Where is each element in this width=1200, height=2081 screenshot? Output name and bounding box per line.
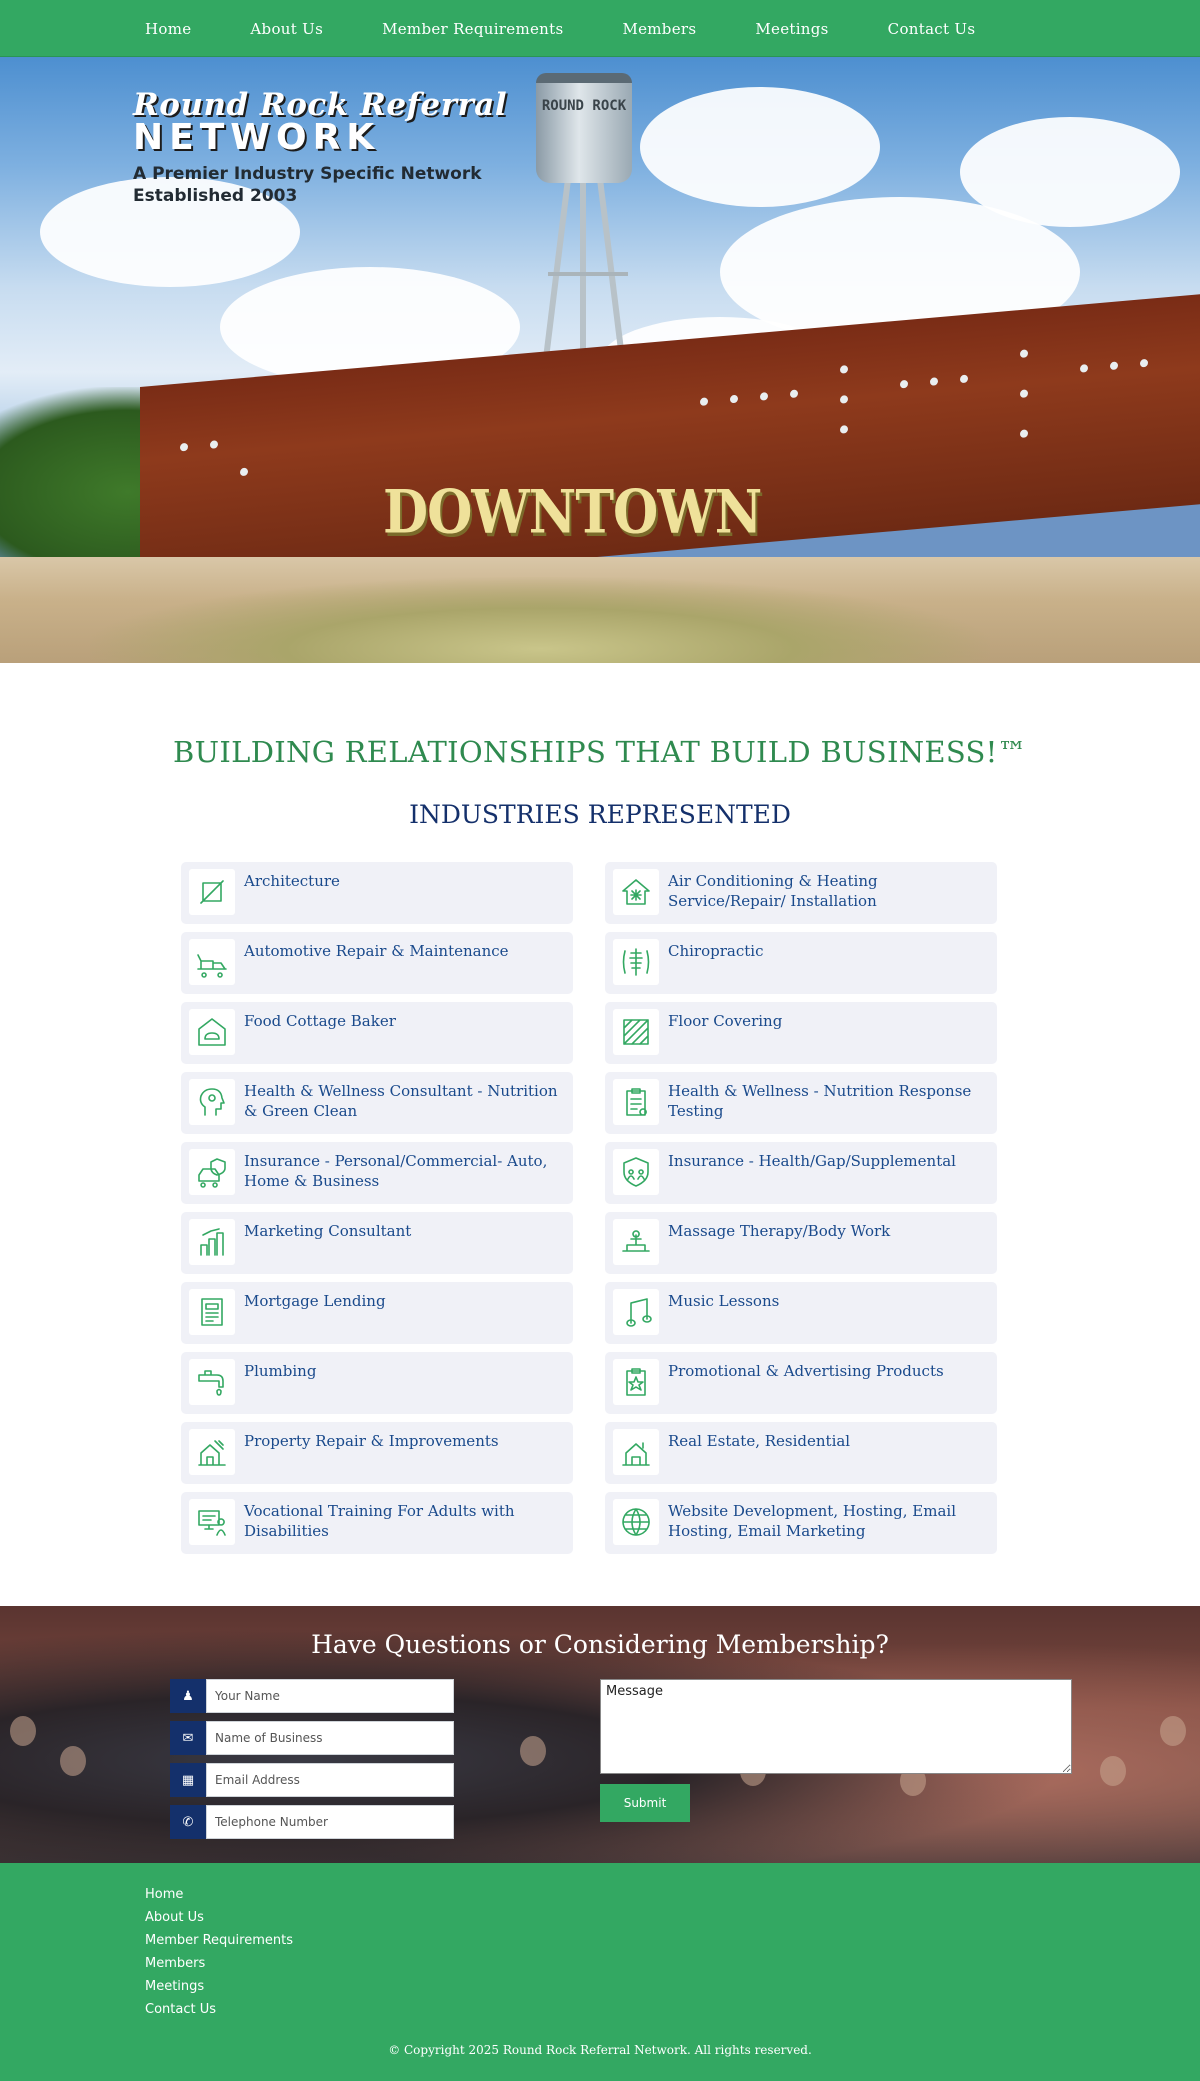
- name-input[interactable]: [206, 1679, 454, 1713]
- industry-label: Promotional & Advertising Products: [668, 1362, 944, 1380]
- wall-dot: [900, 380, 908, 389]
- nav-item-member-requirements[interactable]: Member Requirements: [382, 19, 564, 38]
- industry-card: [181, 862, 573, 924]
- bread-house-icon: [189, 1009, 235, 1055]
- water-tower: [536, 73, 632, 183]
- industry-label: Floor Covering: [668, 1012, 783, 1030]
- industry-card: [605, 1282, 997, 1344]
- industries-grid: [181, 862, 997, 1554]
- wall-dot: [730, 395, 738, 404]
- business-field-row: [170, 1721, 454, 1755]
- industry-card: [181, 932, 573, 994]
- industry-card: [181, 1282, 573, 1344]
- industry-label: Chiropractic: [668, 942, 764, 960]
- tower-text: ROUND ROCK: [541, 98, 627, 114]
- phone-icon: ✆: [170, 1805, 206, 1839]
- training-icon: [189, 1499, 235, 1545]
- industry-label: Website Development, Hosting, Email Hosting, Email Marketing: [668, 1502, 956, 1540]
- industry-card: [605, 1492, 997, 1554]
- phone-field-row: [170, 1805, 454, 1839]
- property-repair-icon: [189, 1429, 235, 1475]
- wall-dot: [1020, 349, 1028, 358]
- tagline: [133, 163, 507, 207]
- industry-label: Health & Wellness - Nutrition Response Testing: [668, 1082, 972, 1120]
- industry-card: [181, 1422, 573, 1484]
- industry-card: [605, 932, 997, 994]
- downtown-sign: DOWNTOWN: [383, 477, 762, 548]
- industry-card: [181, 1142, 573, 1204]
- footer: [0, 1863, 1200, 2081]
- crowd-head: [1160, 1716, 1186, 1746]
- site-logo[interactable]: [133, 87, 507, 207]
- industry-card: [181, 1002, 573, 1064]
- promo-badge-icon: [613, 1359, 659, 1405]
- envelope-icon: ✉: [170, 1721, 206, 1755]
- floor-pattern-icon: [613, 1009, 659, 1055]
- spine-icon: [613, 939, 659, 985]
- email-input[interactable]: [206, 1763, 454, 1797]
- industry-label: Vocational Training For Adults with Disabilities: [244, 1502, 515, 1540]
- business-input[interactable]: [206, 1721, 454, 1755]
- wall-dot: [840, 365, 848, 374]
- family-shield-icon: [613, 1149, 659, 1195]
- crowd-head: [10, 1716, 36, 1746]
- tow-truck-icon: [189, 939, 235, 985]
- footer-link-member-requirements[interactable]: Member Requirements: [145, 1933, 293, 1948]
- industry-label: Insurance - Health/Gap/Supplemental: [668, 1152, 956, 1170]
- wall-dot: [700, 397, 708, 406]
- industry-label: Real Estate, Residential: [668, 1432, 851, 1450]
- top-navigation: [0, 0, 1200, 57]
- wall-dot: [760, 392, 768, 401]
- footer-links: [145, 1883, 293, 2021]
- wall-dot: [930, 377, 938, 386]
- crowd-head: [520, 1736, 546, 1766]
- music-note-icon: [613, 1289, 659, 1335]
- wall-dot: [1080, 364, 1088, 373]
- industry-label: Insurance - Personal/Commercial- Auto, Home & Business: [244, 1152, 548, 1190]
- industry-card: [605, 1422, 997, 1484]
- footer-link-contact-us[interactable]: Contact Us: [145, 2002, 216, 2017]
- wall-dot: [790, 389, 798, 398]
- car-shield-icon: [189, 1149, 235, 1195]
- footer-link-home[interactable]: Home: [145, 1887, 184, 1902]
- nav-item-about-us[interactable]: About Us: [250, 19, 324, 38]
- industry-label: Massage Therapy/Body Work: [668, 1222, 891, 1240]
- industry-label: Mortgage Lending: [244, 1292, 386, 1310]
- nav-item-contact-us[interactable]: Contact Us: [887, 19, 976, 38]
- cloud: [640, 87, 880, 207]
- wall-dot: [210, 440, 218, 449]
- hero-banner: [0, 57, 1200, 663]
- industry-card: [181, 1492, 573, 1554]
- head-heart-icon: [189, 1079, 235, 1125]
- wall-dot: [1020, 389, 1028, 398]
- contact-title: Have Questions or Considering Membership?: [311, 1630, 889, 1659]
- cloud: [960, 117, 1180, 227]
- email-field-row: [170, 1763, 454, 1797]
- industry-card: [605, 1212, 997, 1274]
- crowd-head: [60, 1746, 86, 1776]
- submit-button[interactable]: Submit: [600, 1784, 690, 1822]
- logo-block-text: NETWORK: [133, 117, 381, 158]
- name-field-row: [170, 1679, 454, 1713]
- industry-card: [181, 1352, 573, 1414]
- wall-dot: [960, 375, 968, 384]
- wall-dot: [240, 468, 248, 477]
- phone-input[interactable]: [206, 1805, 454, 1839]
- tagline-line-2: Established 2003: [133, 186, 298, 206]
- tagline-line-1: A Premier Industry Specific Network: [133, 164, 482, 184]
- wall-dot: [1140, 359, 1148, 368]
- footer-link-members[interactable]: Members: [145, 1956, 206, 1971]
- wall-dot: [1110, 361, 1118, 370]
- industries-title: INDUSTRIES REPRESENTED: [409, 800, 791, 829]
- wall-dot: [1020, 429, 1028, 438]
- industry-label: Automotive Repair & Maintenance: [244, 942, 509, 960]
- wall-dot: [180, 443, 188, 452]
- industry-card: [605, 1002, 997, 1064]
- marketing-icon: [189, 1219, 235, 1265]
- hvac-icon: [613, 869, 659, 915]
- industry-card: [605, 862, 997, 924]
- industry-label: Music Lessons: [668, 1292, 780, 1310]
- industry-card: [181, 1072, 573, 1134]
- house-icon: [613, 1429, 659, 1475]
- nav-item-meetings[interactable]: Meetings: [755, 19, 829, 38]
- page-headline: BUILDING RELATIONSHIPS THAT BUILD BUSINESS!™: [173, 735, 1027, 769]
- contact-section: [0, 1606, 1200, 1863]
- nav-item-members[interactable]: Members: [622, 19, 697, 38]
- industry-label: Plumbing: [244, 1362, 317, 1380]
- footer-link-about-us[interactable]: About Us: [145, 1910, 204, 1925]
- industry-label: Health & Wellness Consultant - Nutrition & Green Clean: [244, 1082, 558, 1120]
- nav-menu: [145, 0, 1034, 57]
- wall-dot: [840, 395, 848, 404]
- industry-card: [605, 1072, 997, 1134]
- industry-card: [181, 1212, 573, 1274]
- user-icon: ♟: [170, 1679, 206, 1713]
- industry-label: Air Conditioning & Heating Service/Repair/ Installation: [668, 872, 878, 910]
- industry-label: Food Cottage Baker: [244, 1012, 396, 1030]
- industry-card: [605, 1352, 997, 1414]
- tower-brace: [548, 272, 628, 276]
- grass: [90, 577, 990, 663]
- copyright-text: © Copyright 2025 Round Rock Referral Network. All rights reserved.: [388, 2043, 812, 2057]
- crowd-head: [1100, 1756, 1126, 1786]
- footer-link-meetings[interactable]: Meetings: [145, 1979, 205, 1994]
- logo-script-text: Round Rock Referral: [133, 87, 508, 123]
- industry-card: [605, 1142, 997, 1204]
- nav-item-home[interactable]: Home: [145, 19, 192, 38]
- card-icon: ▦: [170, 1763, 206, 1797]
- industry-label: Marketing Consultant: [244, 1222, 412, 1240]
- clipboard-health-icon: [613, 1079, 659, 1125]
- globe-icon: [613, 1499, 659, 1545]
- massage-icon: [613, 1219, 659, 1265]
- wall-dot: [840, 425, 848, 434]
- industry-label: Property Repair & Improvements: [244, 1432, 499, 1450]
- industry-label: Architecture: [244, 872, 340, 890]
- message-textarea[interactable]: [600, 1679, 1072, 1774]
- architecture-icon: [189, 869, 235, 915]
- loan-document-icon: [189, 1289, 235, 1335]
- faucet-icon: [189, 1359, 235, 1405]
